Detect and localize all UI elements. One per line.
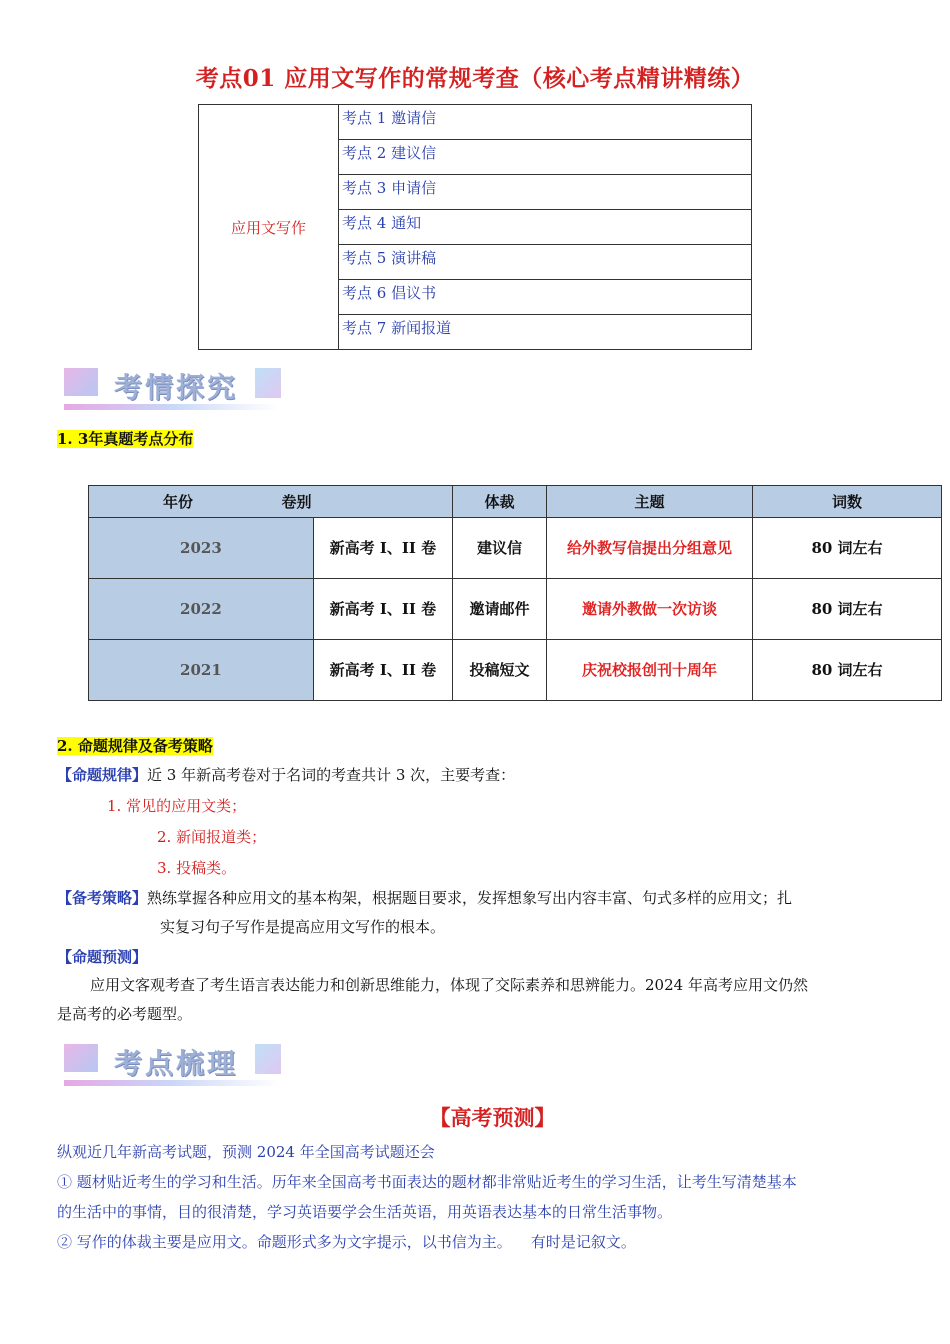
cell-year: 2023 <box>89 518 314 579</box>
cell-words: 80 词左右 <box>753 640 942 701</box>
section-heading-1: 1. 3年真题考点分布 <box>57 430 194 448</box>
outline-table <box>198 104 752 350</box>
outline-item: 考点 7 新闻报道 <box>339 315 752 350</box>
table-row <box>89 579 942 640</box>
strategy-label: 【备考策略】 <box>57 889 148 907</box>
banner-title: 考情探究 <box>114 371 239 404</box>
section-banner-kaoqing <box>62 366 287 412</box>
table-row <box>89 518 942 579</box>
strategy-line <box>57 883 792 913</box>
rule-line <box>57 760 515 790</box>
outline-item: 考点 5 演讲稿 <box>339 245 752 280</box>
section-banner-kaodian <box>62 1042 287 1088</box>
section-heading-2: 2. 命题规律及备考策略 <box>57 737 213 755</box>
outline-item: 考点 2 建议信 <box>339 140 752 175</box>
banner-decoration <box>64 368 98 396</box>
cell-paper: 新高考 I、II 卷 <box>313 640 452 701</box>
gaokao-intro: 纵观近几年新高考试题，预测 2024 年全国高考试题还会 <box>57 1143 435 1161</box>
outline-category: 应用文写作 <box>199 105 339 350</box>
header-paper: 卷别 <box>281 493 312 511</box>
forecast-text-cont: 是高考的必考题型。 <box>57 1005 193 1023</box>
table-row <box>89 640 942 701</box>
gaokao-point-2: ② 写作的体裁主要是应用文。命题形式多为文字提示，以书信为主。 有时是记叙文。 <box>57 1233 636 1251</box>
cell-paper: 新高考 I、II 卷 <box>313 518 452 579</box>
header-topic: 主题 <box>547 486 753 518</box>
outline-item: 考点 3 申请信 <box>339 175 752 210</box>
banner-decoration <box>255 1044 281 1074</box>
gaokao-heading: 【高考预测】 <box>429 1105 556 1130</box>
cell-year: 2021 <box>89 640 314 701</box>
cell-year: 2022 <box>89 579 314 640</box>
cell-words: 80 词左右 <box>753 518 942 579</box>
gaokao-point-1-cont: 的生活中的事情，目的很清楚，学习英语要学会生活英语，用英语表达基本的日常生活事物。 <box>57 1203 673 1221</box>
header-year: 年份 <box>163 493 194 511</box>
page-title: 考点01 应用文写作的常规考查（核心考点精讲精练） <box>195 65 755 92</box>
strategy-text-cont: 实复习句子写作是提高应用文写作的根本。 <box>160 918 446 936</box>
header-words: 词数 <box>753 486 942 518</box>
rule-point: 3. 投稿类。 <box>157 859 237 877</box>
cell-genre: 建议信 <box>453 518 547 579</box>
cell-paper: 新高考 I、II 卷 <box>313 579 452 640</box>
exam-table <box>88 485 942 701</box>
outline-item: 考点 1 邀请信 <box>339 105 752 140</box>
banner-decoration <box>64 1044 98 1072</box>
cell-words: 80 词左右 <box>753 579 942 640</box>
cell-topic: 邀请外教做一次访谈 <box>547 579 753 640</box>
rule-label: 【命题规律】 <box>57 766 148 784</box>
outline-item: 考点 6 倡议书 <box>339 280 752 315</box>
cell-topic: 庆祝校报创刊十周年 <box>547 640 753 701</box>
rule-point: 2. 新闻报道类； <box>157 828 267 846</box>
banner-title: 考点梳理 <box>114 1047 239 1080</box>
table-header-year-paper <box>89 486 453 518</box>
gaokao-point-1: ① 题材贴近考生的学习和生活。历年来全国高考书面表达的题材都非常贴近考生的学习生活，让考生写清楚基本 <box>57 1173 797 1191</box>
banner-decoration <box>255 368 281 398</box>
strategy-text: 熟练掌握各种应用文的基本构架，根据题目要求，发挥想象写出内容丰富、句式多样的应用文；扎 <box>147 889 793 907</box>
rule-text: 近 3 年新高考卷对于名词的考查共计 3 次，主要考查： <box>147 766 516 784</box>
header-genre: 体裁 <box>453 486 547 518</box>
rule-point: 1. 常见的应用文类； <box>107 797 247 815</box>
cell-genre: 投稿短文 <box>453 640 547 701</box>
forecast-label: 【命题预测】 <box>57 948 148 966</box>
cell-genre: 邀请邮件 <box>453 579 547 640</box>
forecast-text: 应用文客观考查了考生语言表达能力和创新思维能力，体现了交际素养和思辨能力。2024 年高考应用文仍然 <box>90 976 808 994</box>
outline-item: 考点 4 通知 <box>339 210 752 245</box>
cell-topic: 给外教写信提出分组意见 <box>547 518 753 579</box>
